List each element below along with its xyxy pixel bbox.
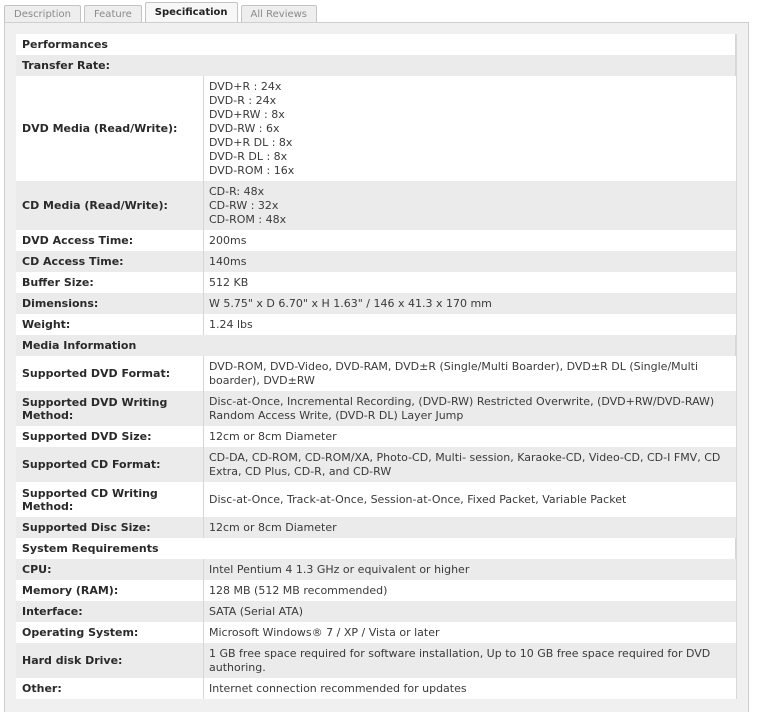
spec-label: Dimensions: (22, 297, 99, 310)
spec-row-dvd-media (16, 76, 736, 181)
spec-row-cd-access (16, 251, 736, 272)
spec-row-dimensions (16, 293, 736, 314)
spec-label: Supported DVD Size: (22, 430, 152, 443)
spec-label: Weight: (22, 318, 71, 331)
spec-value: Disc-at-Once, Track-at-Once, Session-at-Once, Fixed Packet, Variable Packet (203, 482, 736, 517)
spec-label: Supported DVD Writing Method: (22, 395, 168, 422)
tab-feature[interactable]: Feature (84, 5, 142, 23)
spec-row-cd-media (16, 181, 736, 230)
spec-value: Disc-at-Once, Incremental Recording, (DVD-RW) Restricted Overwrite, (DVD+RW/DVD-RAW) Random Access Write, (DVD-R DL) Layer Jump (203, 391, 736, 426)
spec-row-dvd-size (16, 426, 736, 447)
spec-label: Supported DVD Format: (22, 367, 171, 380)
tab-description[interactable]: Description (4, 5, 81, 23)
spec-value: SATA (Serial ATA) (203, 601, 736, 622)
spec-value: 12cm or 8cm Diameter (203, 517, 736, 538)
spec-row-memory (16, 580, 736, 601)
dvd-media-line: DVD-R : 24x (209, 93, 277, 107)
spec-value: Intel Pentium 4 1.3 GHz or equivalent or higher (203, 559, 736, 580)
section-performances: Performances (16, 34, 736, 55)
spec-row-interface (16, 601, 736, 622)
dvd-media-line: DVD-ROM : 16x (209, 163, 295, 177)
spec-label: Other: (22, 682, 62, 695)
spec-label: Supported Disc Size: (22, 521, 151, 534)
dvd-media-line: DVD+R DL : 8x (209, 135, 293, 149)
spec-value: 1 GB free space required for software installation, Up to 10 GB free space required for DVD authoring. (203, 643, 736, 678)
spec-value: Internet connection recommended for updates (203, 678, 736, 699)
spec-value: 12cm or 8cm Diameter (203, 426, 736, 447)
spec-value: Microsoft Windows® 7 / XP / Vista or later (203, 622, 736, 643)
spec-label: DVD Access Time: (22, 234, 134, 247)
spec-label: CD Access Time: (22, 255, 124, 268)
dvd-media-line: DVD-RW : 6x (209, 121, 280, 135)
spec-label: Interface: (22, 605, 83, 618)
spec-value: DVD-ROM, DVD-Video, DVD-RAM, DVD±R (Single/Multi Boarder), DVD±R DL (Single/Multi boarder), DVD±RW (203, 356, 736, 391)
dvd-media-line: DVD+R : 24x (209, 79, 282, 93)
tab-all-reviews[interactable]: All Reviews (241, 5, 317, 23)
spec-label: Memory (RAM): (22, 584, 119, 597)
spec-row-dvd-access (16, 230, 736, 251)
cd-media-line: CD-R: 48x (209, 184, 265, 198)
spec-value: CD-DA, CD-ROM, CD-ROM/XA, Photo-CD, Multi- session, Karaoke-CD, Video-CD, CD-I FMV, CD Extra, CD Plus, CD-R, and CD-RW (203, 447, 736, 482)
spec-label: Buffer Size: (22, 276, 94, 289)
section-media-information: Media Information (16, 335, 736, 356)
section-transfer-rate: Transfer Rate: (16, 55, 736, 76)
spec-row-cd-format (16, 447, 736, 482)
spec-row-other (16, 678, 736, 699)
spec-label: CD Media (Read/Write): (22, 199, 168, 212)
spec-label: Supported CD Format: (22, 458, 161, 471)
spec-label: Hard disk Drive: (22, 654, 123, 667)
section-system-requirements: System Requirements (16, 538, 736, 559)
spec-row-disc-size (16, 517, 736, 538)
spec-label: CPU: (22, 563, 52, 576)
spec-label: Supported CD Writing Method: (22, 486, 158, 513)
spec-value: W 5.75" x D 6.70" x H 1.63" / 146 x 41.3 x 170 mm (203, 293, 736, 314)
specification-table (16, 34, 737, 699)
spec-value: 140ms (203, 251, 736, 272)
cd-media-line: CD-RW : 32x (209, 198, 279, 212)
spec-row-weight (16, 314, 736, 335)
spec-value: 200ms (203, 230, 736, 251)
cd-media-line: CD-ROM : 48x (209, 212, 287, 226)
spec-row-cpu (16, 559, 736, 580)
spec-value (203, 181, 736, 230)
spec-value (203, 76, 736, 181)
spec-row-buffer (16, 272, 736, 293)
spec-value: 512 KB (203, 272, 736, 293)
spec-label: DVD Media (Read/Write): (22, 122, 178, 135)
spec-value: 1.24 lbs (203, 314, 736, 335)
spec-row-dvd-writing (16, 391, 736, 426)
spec-label: Operating System: (22, 626, 139, 639)
spec-row-os (16, 622, 736, 643)
product-tabs (4, 2, 320, 23)
dvd-media-line: DVD-R DL : 8x (209, 149, 288, 163)
spec-row-hdd (16, 643, 736, 678)
dvd-media-line: DVD+RW : 8x (209, 107, 285, 121)
spec-row-dvd-format (16, 356, 736, 391)
spec-value: 128 MB (512 MB recommended) (203, 580, 736, 601)
spec-row-cd-writing (16, 482, 736, 517)
tab-specification[interactable]: Specification (145, 2, 238, 23)
